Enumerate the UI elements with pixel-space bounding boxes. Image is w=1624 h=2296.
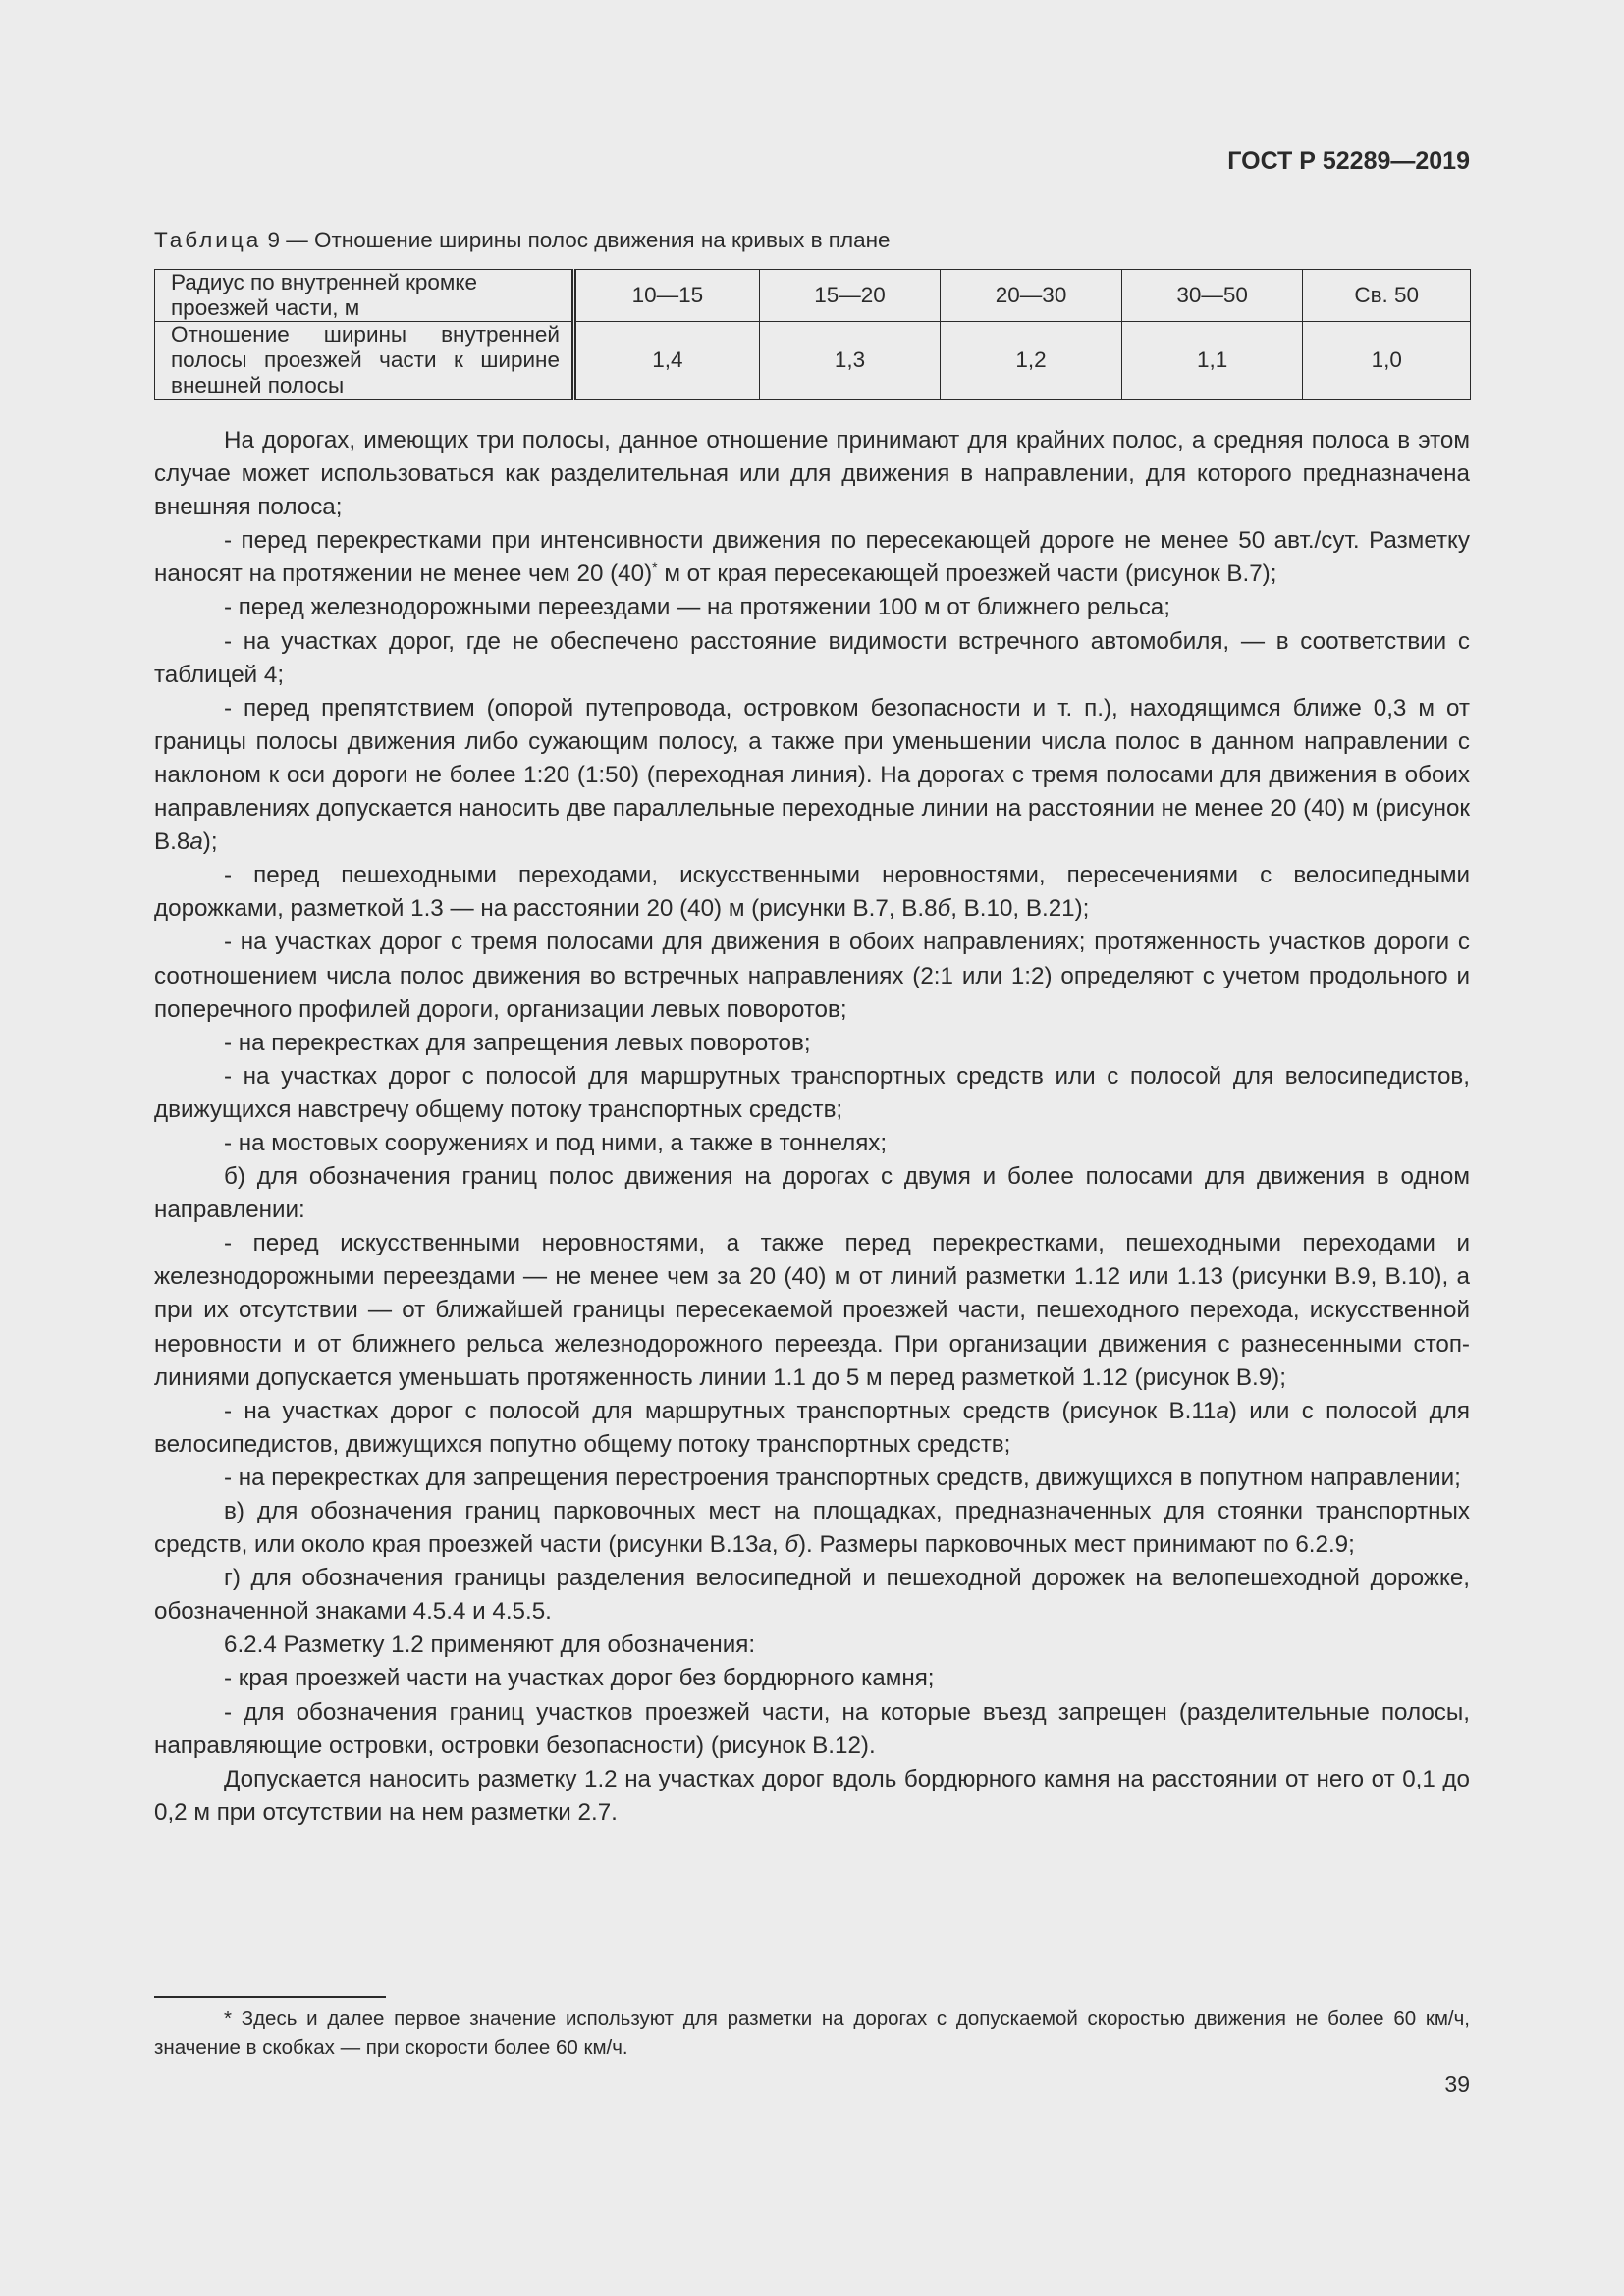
paragraph: - на участках дорог с полосой для маршрутных транспортных средств или с полосой для велосипедистов, движущихся навстречу общему потоку транспортных средств; <box>154 1062 1470 1123</box>
paragraph <box>154 692 1470 859</box>
table-cell: 10—15 <box>574 270 760 322</box>
italic-text: а <box>1216 1397 1229 1424</box>
italic-text: б <box>785 1531 798 1559</box>
table-caption-label: Таблица <box>154 228 262 252</box>
text-run: , В.10, В.21); <box>950 895 1090 923</box>
text-run: ) или с полосой для велосипедистов, движущихся попутно общему потоку транспортных средств; <box>154 1397 1470 1458</box>
paragraph: - на перекрестках для запрещения левых поворотов; <box>224 1029 811 1056</box>
italic-text: а <box>758 1531 772 1559</box>
paragraph: На дорогах, имеющих три полосы, данное отношение принимают для крайних полос, а средняя полоса в этом случае может использоваться как разделительная или для движения в направлении, для которого предназначена внешняя полоса; <box>154 427 1470 521</box>
paragraph: - на мостовых сооружениях и под ними, а также в тоннелях; <box>224 1129 888 1156</box>
paragraph: б) для обозначения границ полос движения на дорогах с двумя и более полосами для движения в одном направлении: <box>154 1163 1470 1224</box>
table-cell: 1,1 <box>1121 322 1303 400</box>
paragraph: Допускается наносить разметку 1.2 на участках дорог вдоль бордюрного камня на расстоянии от него от 0,1 до 0,2 м при отсутствии на нем разметки 2.7. <box>154 1765 1470 1826</box>
paragraph: - края проезжей части на участках дорог без бордюрного камня; <box>224 1665 935 1692</box>
body-text <box>154 424 1470 1830</box>
page-number: 39 <box>1444 2071 1470 2097</box>
paragraph <box>154 524 1470 591</box>
paragraph: - на участках дорог, где не обеспечено расстояние видимости встречного автомобиля, — в соответствии с таблицей 4; <box>154 627 1470 688</box>
table-caption-title: 9 — Отношение ширины полос движения на кривых в плане <box>261 228 891 252</box>
paragraph: - на перекрестках для запрещения перестроения транспортных средств, движущихся в попутном направлении; <box>224 1464 1461 1491</box>
row-header-radius: Радиус по внутренней кромке проезжей части, м <box>155 270 574 322</box>
text-run: , <box>771 1531 785 1559</box>
footnote-divider <box>154 1996 386 1998</box>
paragraph <box>154 1395 1470 1462</box>
table-cell: 15—20 <box>759 270 941 322</box>
table-cell: 1,3 <box>759 322 941 400</box>
paragraph <box>154 1495 1470 1562</box>
footnote: * Здесь и далее первое значение используют для разметки на дорогах с допускаемой скоростью движения не более 60 км/ч, значение в скобках — при скорости более 60 км/ч. <box>154 2007 1470 2058</box>
paragraph: - перед железнодорожными переездами — на протяжении 100 м от ближнего рельса; <box>224 594 1170 621</box>
table-cell: 1,2 <box>941 322 1122 400</box>
italic-text: а <box>189 828 203 856</box>
text-run: в) для обозначения границ парковочных мест на площадках, предназначенных для стоянки транспортных средств, или около края проезжей части (рисунки В.13 <box>154 1498 1470 1559</box>
text-run: м от края пересекающей проезжей части (рисунок В.7); <box>657 561 1277 588</box>
table-caption <box>154 228 891 253</box>
paragraph: 6.2.4 Разметку 1.2 применяют для обозначения: <box>224 1631 756 1659</box>
paragraph: - перед искусственными неровностями, а также перед перекрестками, пешеходными переходами и железнодорожными переездами — не менее чем за 20 (40) м от линий разметки 1.12 или 1.13 (рисунки В.9, В.10), а при их отсутствии — от ближайшей границы пересекаемой проезжей части, пешеходного перехода, искусственной неровности и от ближнего рельса железнодорожного переезда. При организации движения с разнесенными стоп-линиями допускается уменьшать протяженность линии 1.1 до 5 м перед разметкой 1.12 (рисунок В.9); <box>154 1230 1470 1391</box>
row-header-ratio: Отношение ширины внутренней полосы проезжей части к ширине внешней полосы <box>155 322 574 400</box>
paragraph <box>154 859 1470 926</box>
table-cell: Св. 50 <box>1303 270 1471 322</box>
text-run: ). Размеры парковочных мест принимают по 6.2.9; <box>797 1531 1355 1559</box>
document-header: ГОСТ Р 52289—2019 <box>1227 147 1470 175</box>
text-run: - на участках дорог с полосой для маршрутных транспортных средств (рисунок В.11 <box>224 1397 1217 1424</box>
lane-width-table <box>154 269 1471 400</box>
table-cell: 1,0 <box>1303 322 1471 400</box>
table-cell: 30—50 <box>1121 270 1303 322</box>
table-row <box>155 322 1471 400</box>
text-run: - перед перекрестками при интенсивности движения по пересекающей дороге не менее 50 авт./сут. Разметку наносят на протяжении не менее чем 20 (40) <box>154 527 1470 588</box>
paragraph: - для обозначения границ участков проезжей части, на которые въезд запрещен (разделительные полосы, направляющие островки, островки безопасности) (рисунок В.12). <box>154 1698 1470 1759</box>
paragraph: - на участках дорог с тремя полосами для движения в обоих направлениях; протяженность участков дороги с соотношением числа полос движения во встречных направлениях (2:1 или 1:2) определяют с учетом продольного и поперечного профилей дороги, организации левых поворотов; <box>154 929 1470 1023</box>
text-run: - перед пешеходными переходами, искусственными неровностями, пересечениями с велосипедными дорожками, разметкой 1.3 — на расстоянии 20 (40) м (рисунки В.7, В.8 <box>154 862 1470 923</box>
text-run: ); <box>202 828 218 856</box>
italic-text: б <box>937 895 951 923</box>
table-row <box>155 270 1471 322</box>
table-cell: 20—30 <box>941 270 1122 322</box>
paragraph: г) для обозначения границы разделения велосипедной и пешеходной дорожек на велопешеходной дорожке, обозначенной знаками 4.5.4 и 4.5.5. <box>154 1565 1470 1626</box>
text-run: - перед препятствием (опорой путепровода, островком безопасности и т. п.), находящимся ближе 0,3 м от границы полосы движения либо сужающим полосу, а также при уменьшении числа полос в данном направлении с наклоном к оси дороги не более 1:20 (1:50) (переходная линия). На дорогах с тремя полосами для движения в обоих направлениях допускается наносить две параллельные переходные линии на расстоянии не менее 20 (40) м (рисунок В.8 <box>154 694 1470 856</box>
table-cell: 1,4 <box>574 322 760 400</box>
footnote-marker: * <box>652 560 658 576</box>
